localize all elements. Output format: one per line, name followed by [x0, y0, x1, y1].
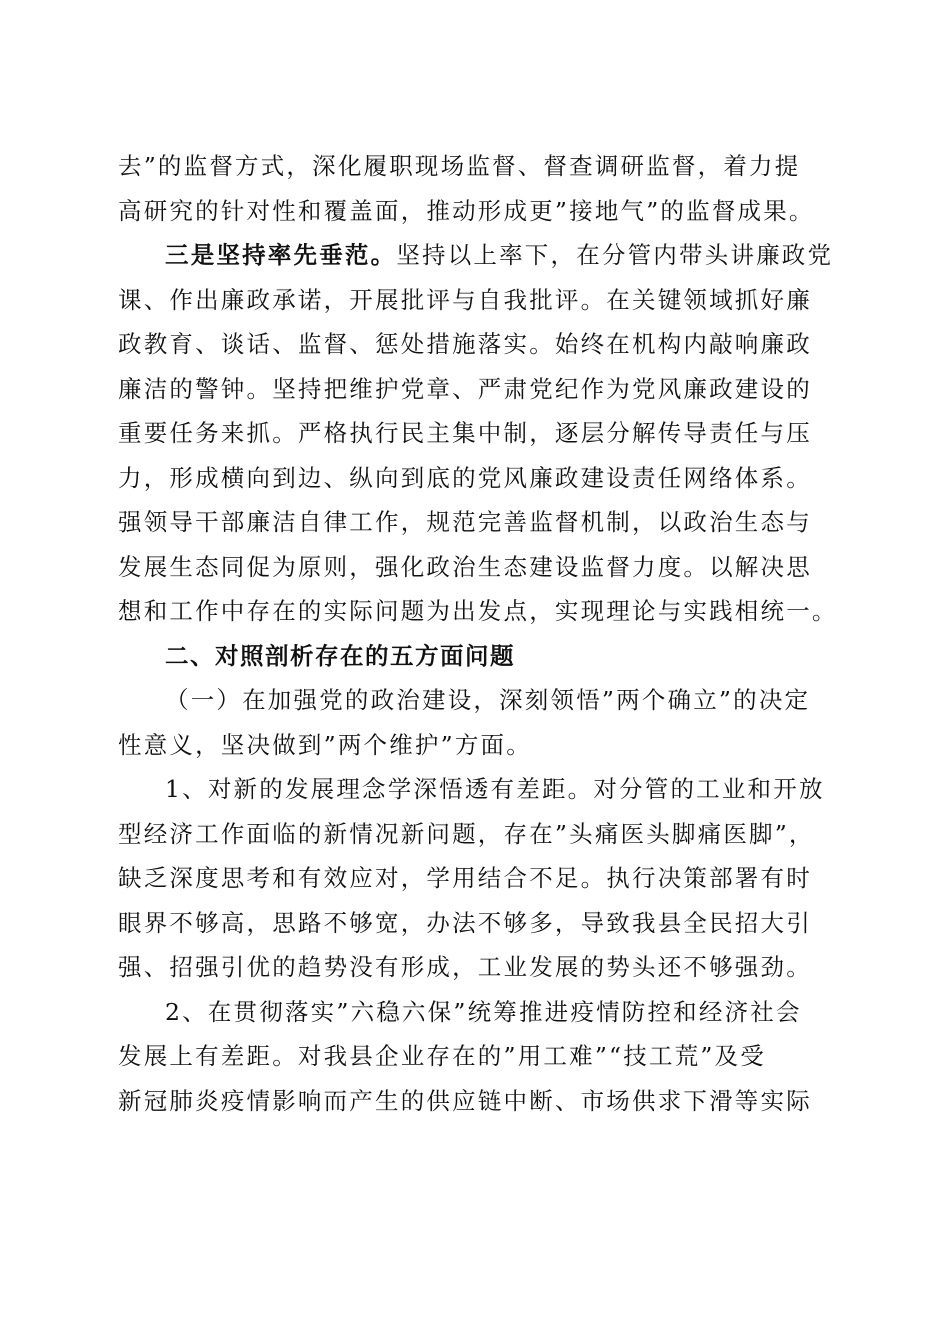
text-line: 强领导干部廉洁自律工作，规范完善监督机制，以政治生态与: [118, 508, 812, 536]
text-line: 去”的监督方式，深化履职现场监督、督查调研监督，着力提: [118, 152, 801, 180]
text-line: 眼界不够高，思路不够宽，办法不够多，导致我县全民招大引: [118, 908, 812, 937]
text-line: 想和工作中存在的实际问题为出发点，实现理论与实践相统一。: [118, 597, 838, 625]
section-heading: 二、对照剖析存在的五方面问题: [165, 641, 515, 670]
text-line: 型经济工作面临的新情况新问题，存在”头痛医头脚痛医脚”，: [118, 819, 815, 848]
text-line: 发展上有差距。对我县企业存在的”用工难”“技工荒”及受: [118, 1042, 766, 1070]
paragraph-lead-bold: 三是坚持率先垂范。: [165, 241, 397, 269]
paragraph-lead-rest: 坚持以上率下，在分管内带头讲廉政党: [396, 241, 834, 269]
text-line: 课、作出廉政承诺，开展批评与自我批评。在关键领域抓好廉: [118, 285, 812, 314]
item-line: 1、对新的发展理念学深悟透有差距。对分管的工业和开放: [165, 775, 825, 803]
text-line: 新冠肺炎疫情影响而产生的供应链中断、市场供求下滑等实际: [118, 1086, 812, 1115]
document-body: [118, 144, 838, 1123]
text-line: 政教育、谈话、监督、惩处措施落实。始终在机构内敲响廉政: [118, 330, 812, 358]
text-line: 高研究的针对性和覆盖面，推动形成更”接地气”的监督成果。: [118, 196, 815, 225]
text-line: 廉洁的警钟。坚持把维护党章、严肃党纪作为党风廉政建设的: [118, 374, 812, 403]
subsection-heading-line: 性意义，坚决做到”两个维护”方面。: [118, 730, 532, 759]
text-line: 强、招强引优的趋势没有形成，工业发展的势头还不够强劲。: [118, 953, 812, 981]
item-line: 2、在贯彻落实”六稳六保”统筹推进疫情防控和经济社会: [165, 997, 802, 1026]
text-line: 发展生态同促为原则，强化政治生态建设监督力度。以解决思: [118, 552, 812, 581]
text-line: 缺乏深度思考和有效应对，学用结合不足。执行决策部署有时: [118, 864, 812, 892]
subsection-heading-line: （一）在加强党的政治建设，深刻领悟”两个确立”的决定: [165, 686, 811, 714]
text-line: 力，形成横向到边、纵向到底的党风廉政建设责任网络体系。: [118, 463, 812, 492]
paragraph-lead-line: [118, 233, 833, 278]
text-line: 重要任务来抓。严格执行民主集中制，逐层分解传导责任与压: [118, 419, 812, 447]
